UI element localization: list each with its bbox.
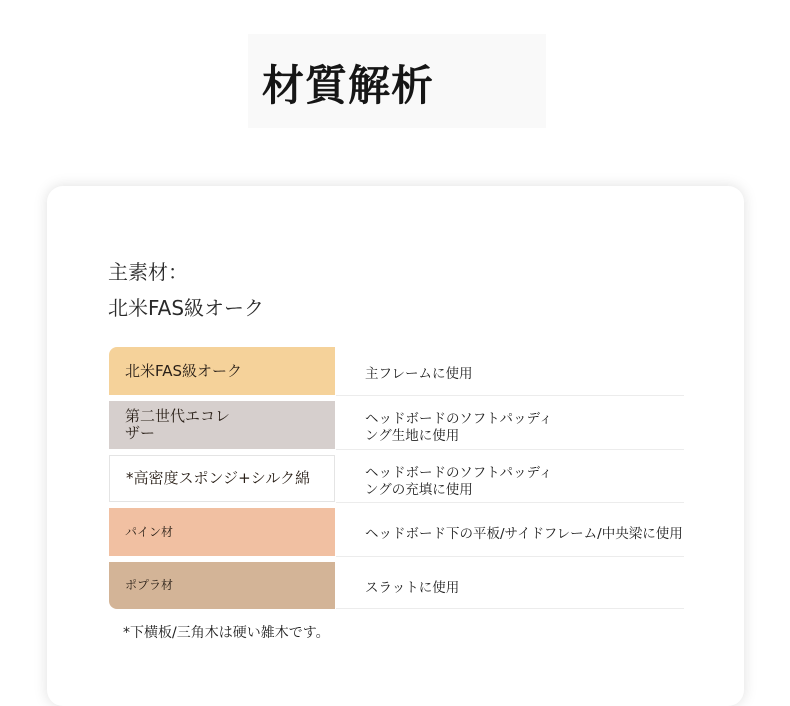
footnote: *下横板/三角木は硬い雑木です。 [123, 625, 330, 641]
row-divider [336, 556, 684, 557]
material-swatch-oak: 北米FAS級オーク [109, 347, 335, 395]
row-divider [336, 608, 684, 609]
usage-text-poplar: スラットに使用 [365, 580, 460, 596]
material-swatch-poplar: ポプラ材 [109, 562, 335, 609]
usage-text-eco-leather: ヘッドボードのソフトパッディ ング生地に使用 [365, 411, 553, 444]
main-material-value: 北米FAS級オーク [108, 296, 265, 320]
main-material-label: 主素材： [108, 260, 188, 284]
material-swatch-sponge: *高密度スポンジ+シルク綿 [109, 455, 335, 502]
page-title: 材質解析 [262, 61, 435, 110]
row-divider [336, 395, 684, 396]
row-divider [336, 449, 684, 450]
usage-text-pine: ヘッドボード下の平板/サイドフレーム/中央梁に使用 [365, 526, 683, 542]
material-swatch-pine: パイン材 [109, 508, 335, 556]
usage-text-oak: 主フレームに使用 [365, 366, 473, 382]
row-divider [336, 502, 684, 503]
material-swatch-eco-leather: 第二世代エコレ ザー [109, 401, 335, 449]
usage-text-sponge: ヘッドボードのソフトパッディ ングの充填に使用 [365, 465, 553, 498]
